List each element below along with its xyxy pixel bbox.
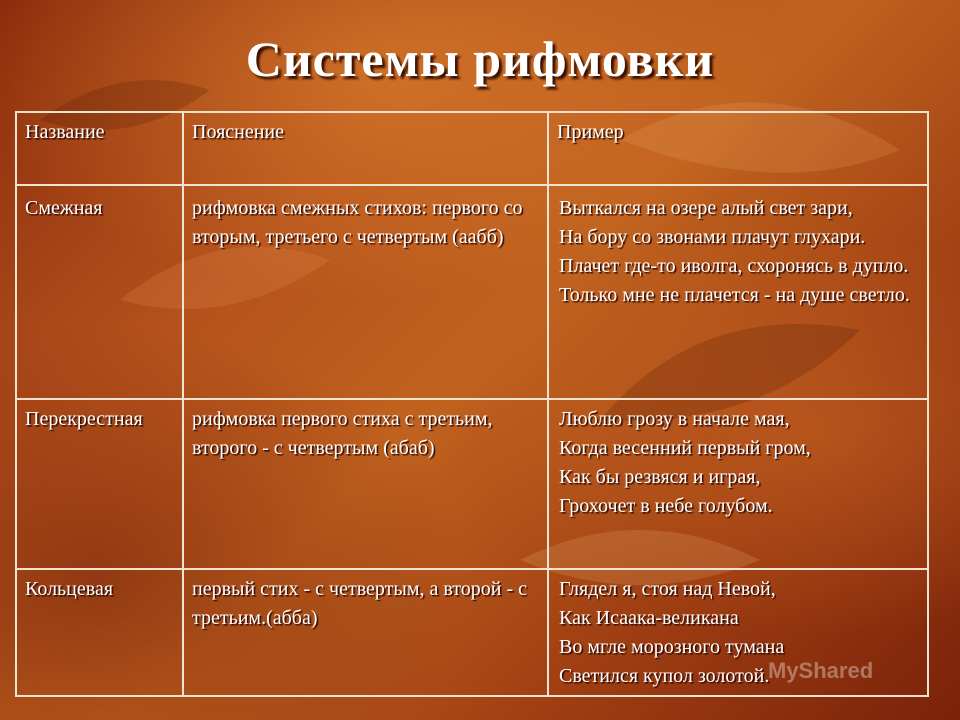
slide-title: Системы рифмовки: [245, 31, 715, 87]
example-line: Только мне не плачется - на душе светло.: [559, 284, 910, 306]
example-line: Когда весенний первый гром,: [559, 437, 811, 459]
watermark-logo: MyShared: [768, 658, 874, 683]
header-name: Название: [16, 112, 183, 185]
row-explanation: рифмовка первого стиха с третьим, второго - с четвертым (абаб): [183, 399, 548, 569]
table-row: [16, 399, 928, 569]
example-line: Глядел я, стоя над Невой,: [559, 578, 776, 600]
header-example: Пример: [548, 112, 928, 185]
rhyme-systems-table: [15, 111, 929, 697]
example-line: Во мгле морозного тумана: [559, 636, 785, 658]
example-line: Люблю грозу в начале мая,: [559, 408, 790, 430]
row-example: [548, 185, 928, 399]
example-line: Плачет где-то иволга, схоронясь в дупло.: [559, 255, 909, 277]
row-explanation: рифмовка смежных стихов: первого со вторым, третьего с четвертым (аабб): [183, 185, 548, 399]
table-header-row: [16, 112, 928, 185]
row-name: Кольцевая: [16, 569, 183, 696]
table-row: [16, 185, 928, 399]
row-example: [548, 399, 928, 569]
example-line: Светился купол золотой.: [559, 665, 770, 687]
example-line: На бору со звонами плачут глухари.: [559, 226, 866, 248]
row-name: Перекрестная: [16, 399, 183, 569]
example-line: Как бы резвяся и играя,: [559, 466, 761, 488]
example-line: Грохочет в небе голубом.: [559, 495, 773, 517]
row-explanation: первый стих - с четвертым, а второй - с третьим.(абба): [183, 569, 548, 696]
header-explanation: Пояснение: [183, 112, 548, 185]
example-line: Выткался на озере алый свет зари,: [559, 197, 853, 219]
example-line: Как Исаака-великана: [559, 607, 739, 629]
row-name: Смежная: [16, 185, 183, 399]
